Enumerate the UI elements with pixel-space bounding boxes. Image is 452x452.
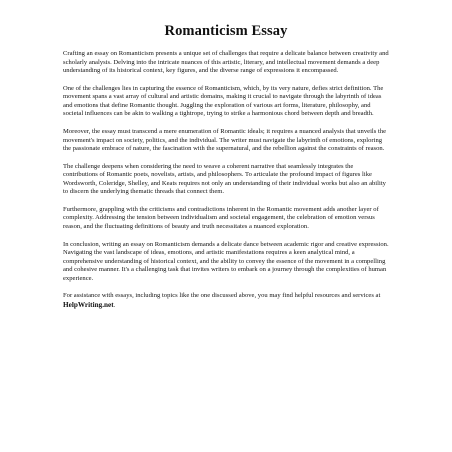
- paragraph-conclusion: In conclusion, writing an essay on Romanticism demands a delicate dance between academic rigor and creative expression. Navigating the vast landscape of ideas, emotions, and artistic manifestations requires a keen analytical mind, a comprehensive understanding of historical context, and the ability to convey the essence of the movement in a compelling and cohesive manner. It's a challenging task that invites writers to embark on a journey through the complexities of human experience.: [63, 240, 389, 282]
- paragraph-intro: Crafting an essay on Romanticism presents a unique set of challenges that require a delicate balance between creativity and scholarly analysis. Delving into the intricate nuances of this artistic, literary, and intellectual movement demands a deep understanding of its historical context, key figures, and the diverse range of expressions it encompassed.: [63, 50, 389, 75]
- paragraph-analysis: Moreover, the essay must transcend a mere enumeration of Romantic ideals; it requires a nuanced analysis that unveils the movement's impact on society, politics, and the individual. The writer must navigate the labyrinth of emotions, exploring the passionate embrace of nature, the fascination with the supernatural, and the rebellion against the constraints of reason.: [63, 127, 387, 153]
- paragraph-essence: One of the challenges lies in capturing the essence of Romanticism, which, by its very nature, defies strict definition. The movement spans a vast array of cultural and artistic domains, making it crucial to navigate through the labyrinth of ideas and emotions that define Romantic thought. Juggling the exploration of various art forms, literature, philosophy, and societal influences can be akin to walking a tightrope, trying to strike a harmonious chord between depth and breadth.: [63, 84, 384, 118]
- page-title: Romanticism Essay: [164, 23, 288, 39]
- paragraph-footer: [63, 292, 389, 310]
- footer-text: For assistance with essays, including topics like the one discussed above, you may find helpful resources and services at: [63, 292, 381, 300]
- paragraph-criticism: Furthermore, grappling with the criticisms and contradictions inherent in the Romantic movement adds another layer of complexity. Addressing the tension between individualism and societal engagement, the celebration of emotion versus reason, and the fluctuating definitions of beauty and truth necessitates a nuanced exploration.: [63, 205, 379, 231]
- footer-brand-link[interactable]: HelpWriting.net: [63, 301, 114, 309]
- footer-period: .: [113, 302, 116, 309]
- paragraph-narrative: The challenge deepens when considering the need to weave a coherent narrative that seamlessly integrates the contributions of Romantic poets, novelists, artists, and philosophers. To articulate the profound impact of figures like Wordsworth, Coleridge, Shelley, and Keats requires not only an understanding of their individual works but also an ability to discern the underlying thematic threads that connect them.: [63, 162, 386, 196]
